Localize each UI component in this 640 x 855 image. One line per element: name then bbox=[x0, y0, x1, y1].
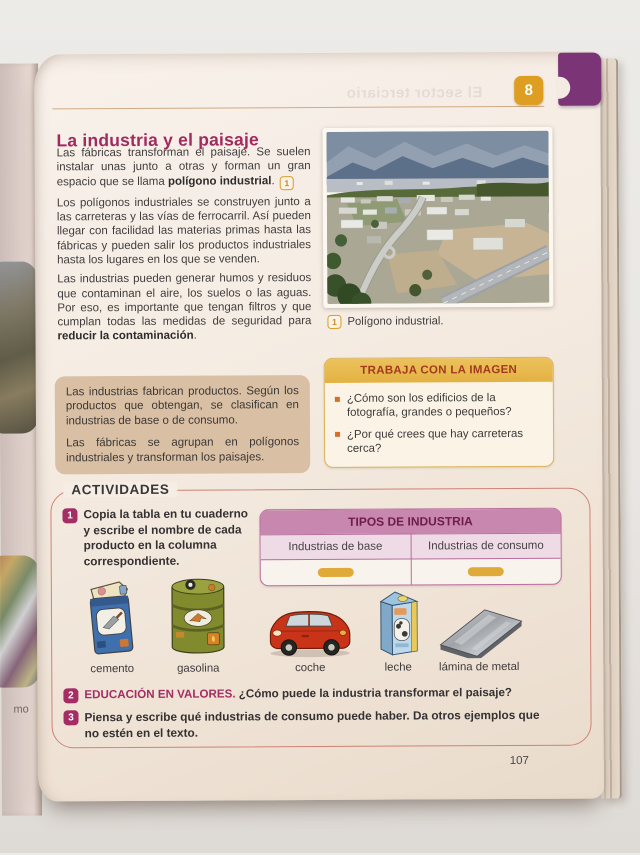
milk-carton-illustration bbox=[371, 580, 425, 658]
product-gasolina bbox=[152, 574, 245, 674]
work-with-image-questions bbox=[325, 382, 553, 467]
page-title: La industria y el paisaje bbox=[56, 129, 259, 151]
previous-page-photo-top bbox=[0, 261, 38, 433]
product-coche bbox=[264, 574, 357, 674]
previous-page-text-fragment: mo bbox=[13, 704, 28, 716]
product-label: leche bbox=[385, 662, 412, 674]
activity-2-number-badge: 2 bbox=[63, 688, 78, 703]
activities-section bbox=[50, 488, 591, 749]
activity-1-text: Copia la tabla en tu cuaderno y escribe el nombre de cada producto en la columna correspondiente. bbox=[83, 506, 255, 569]
figure-caption bbox=[323, 314, 553, 329]
question-item: ¿Cómo son los edificios de la fotografía, grandes o pequeños? bbox=[335, 391, 545, 421]
summary-point-2: Las fábricas se agrupan en polígonos industriales y transforman los paisajes. bbox=[66, 435, 299, 465]
question-item: ¿Por qué crees que hay carreteras cerca? bbox=[335, 427, 545, 457]
activities-heading: ACTIVIDADES bbox=[63, 482, 177, 498]
fuel-drum-illustration bbox=[161, 574, 235, 659]
activity-3-number-badge: 3 bbox=[63, 710, 78, 725]
product-label: lámina de metal bbox=[439, 661, 519, 673]
textbook-page bbox=[34, 52, 604, 802]
product-lamina bbox=[424, 573, 535, 674]
product-label: cemento bbox=[90, 663, 134, 675]
paragraph-1: Las fábricas transforman el paisaje. Se suelen instalar unas junto a otras y forman un gran espacio que se llama polígono industrial. 1 bbox=[57, 145, 311, 191]
figure-column bbox=[322, 127, 554, 468]
work-with-image-box bbox=[324, 357, 555, 468]
paragraph-3: Las industrias pueden generar humos y residuos que contaminan el aire, los suelos o las aguas. Por eso, es importante que tengan filtros y que cumplan todas las medidas de seguridad para reducir la contaminación. bbox=[57, 271, 311, 344]
activity-1-number-badge: 1 bbox=[62, 508, 77, 523]
paragraph-2: Los polígonos industriales se construyen junto a las carreteras y las vías de ferrocarril. Así pueden llegar con facilidad las materias primas hasta las fábricas y pueden salir los productos industriales hasta los lugares en los que se venden. bbox=[57, 195, 311, 268]
summary-point-1: Las industrias fabrican productos. Según los productos que obtengan, se clasifican en industrias de base o de consumo. bbox=[66, 384, 299, 428]
figure-ref-badge: 1 bbox=[280, 176, 294, 190]
aerial-photo-frame bbox=[322, 127, 553, 308]
summary-box bbox=[55, 375, 311, 474]
previous-page-photo-bottom bbox=[0, 555, 39, 687]
figure-caption-text: Polígono industrial. bbox=[347, 315, 443, 328]
figure-caption-badge: 1 bbox=[327, 315, 341, 329]
page-number: 107 bbox=[510, 755, 529, 767]
table-column-headers bbox=[261, 533, 561, 561]
lesson-text-column bbox=[57, 145, 312, 349]
column-header-base: Industrias de base bbox=[261, 535, 412, 560]
table-title: TIPOS DE INDUSTRIA bbox=[260, 509, 560, 535]
product-label: coche bbox=[295, 662, 325, 674]
unit-color-tab bbox=[558, 53, 601, 106]
showthrough-header: El sector terciario bbox=[304, 84, 524, 102]
metal-sheet-illustration bbox=[428, 600, 530, 659]
product-cemento bbox=[66, 575, 159, 675]
chapter-number-badge: 8 bbox=[514, 76, 543, 105]
cement-bag-illustration bbox=[81, 578, 143, 660]
work-with-image-title: TRABAJA CON LA IMAGEN bbox=[325, 358, 553, 383]
header-rule bbox=[52, 106, 544, 110]
activity-3-text: Piensa y escribe qué industrias de consumo puede haber. Da otros ejemplos que no estén en el texto. bbox=[84, 707, 554, 741]
red-car-illustration bbox=[262, 599, 358, 660]
product-label: gasolina bbox=[177, 663, 219, 675]
activity-2-lead: EDUCACIÓN EN VALORES. bbox=[84, 687, 235, 701]
column-header-consumo: Industrias de consumo bbox=[411, 534, 561, 559]
industrial-estate-aerial-photo bbox=[326, 131, 549, 304]
activity-2-text: EDUCACIÓN EN VALORES. ¿Cómo puede la industria transformar el paisaje? bbox=[84, 685, 576, 703]
